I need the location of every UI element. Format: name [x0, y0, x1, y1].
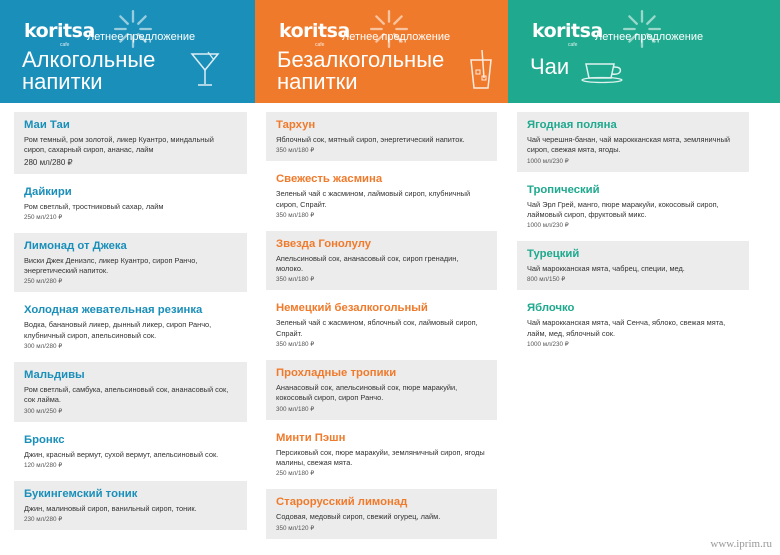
menu-item: Маи Таи Ром темный, ром золотой, ликер Куантро, миндальный сироп, сахарный сироп, ананас, лайм 280 мл/280 ₽: [14, 112, 247, 174]
brand-logo: koritsa: [24, 20, 95, 42]
tagline: Летнее предложение: [595, 31, 704, 43]
menu-item: Холодная жевательная резинка Водка, банановый ликер, дынный ликер, сироп Ранчо, клубничный сироп, апельсиновый сок. 300 мл/280 ₽: [14, 297, 247, 357]
brand-logo-sub: cafe: [568, 42, 578, 48]
menu-item: Дайкири Ром светлый, тростниковый сахар, лайм 250 мл/210 ₽: [14, 179, 247, 228]
brand-logo-sub: cafe: [315, 42, 325, 48]
non-alcoholic-menu-list: [266, 112, 497, 544]
menu-item: Старорусский лимонад Содовая, медовый сироп, свежий огурец, лайм. 350 мл/120 ₽: [266, 489, 497, 538]
menu-item: Мальдивы Ром светлый, самбука, апельсиновый сок, ананасовый сок, сок лайма. 300 мл/250 ₽: [14, 362, 247, 422]
tagline: Летнее предложение: [342, 31, 451, 43]
section-title: Безалкогольные напитки: [277, 47, 445, 94]
menu-item: Звезда Гонолулу Апельсиновый сок, ананасовый сок, сироп гренадин, молоко. 350 мл/180 ₽: [266, 231, 497, 291]
menu-item: Свежесть жасмина Зеленый чай с жасмином, лаймовый сироп, клубничный сироп, Спрайт. 350 мл/180 ₽: [266, 166, 497, 226]
sunburst-icon: [112, 8, 154, 50]
menu-item: Ягодная поляна Чай черешня-банан, чай марокканская мята, земляничный сироп, свежая мята, ягоды. 1000 мл/230 ₽: [517, 112, 749, 172]
footer-watermark: www.iprim.ru: [710, 538, 772, 550]
menu-item: Немецкий безалкогольный Зеленый чай с жасмином, яблочный сок, лаймовый сироп, Спрайт. 350 мл/180 ₽: [266, 295, 497, 355]
sunburst-icon: [368, 8, 410, 50]
tea-cup-icon: [580, 60, 628, 84]
menu-item: Лимонад от Джека Виски Джек Дениэлс, ликер Куантро, сироп Ранчо, энергетический напиток. 250 мл/280 ₽: [14, 233, 247, 293]
section-title: Алкогольные напитки: [22, 47, 156, 94]
menu-item: Яблочко Чай марокканская мята, чай Сенча, яблоко, свежая мята, лайм, мед, яблочный сок. 1000 мл/230 ₽: [517, 295, 749, 355]
juice-glass-icon: [468, 48, 494, 92]
menu-item: Бронкс Джин, красный вермут, сухой вермут, апельсиновый сок. 120 мл/280 ₽: [14, 427, 247, 476]
header-non-alcoholic: [255, 0, 508, 103]
menu-item: Минти Пэшн Персиковый сок, пюре маракуйи, земляничный сироп, ягоды малины, свежая мята. 250 мл/180 ₽: [266, 425, 497, 485]
menu-item: Тропический Чай Эрл Грей, манго, пюре маракуйи, кокосовый сироп, лаймовый сироп, фруктовый микс. 1000 мл/230 ₽: [517, 177, 749, 237]
alcoholic-menu-list: [14, 112, 247, 535]
sunburst-icon: [621, 8, 663, 50]
menu-item: Букингемский тоник Джин, малиновый сироп, ванильный сироп, тоник. 230 мл/280 ₽: [14, 481, 247, 530]
tagline: Летнее предложение: [87, 31, 196, 43]
cocktail-glass-icon: [190, 50, 220, 88]
header-tea: [508, 0, 780, 103]
header-alcoholic: [0, 0, 255, 103]
menu-item: Тархун Яблочный сок, мятный сироп, энергетический напиток. 350 мл/180 ₽: [266, 112, 497, 161]
section-title: Чаи: [530, 54, 570, 79]
menu-item: Турецкий Чай марокканская мята, чабрец, специи, мед. 800 мл/150 ₽: [517, 241, 749, 290]
brand-logo-sub: cafe: [60, 42, 70, 48]
brand-logo: koritsa: [532, 20, 603, 42]
menu-item: Прохладные тропики Ананасовый сок, апельсиновый сок, пюре маракуйи, кокосовый сироп, сироп Ранчо. 300 мл/180 ₽: [266, 360, 497, 420]
tea-menu-list: [517, 112, 749, 360]
brand-logo: koritsa: [279, 20, 350, 42]
